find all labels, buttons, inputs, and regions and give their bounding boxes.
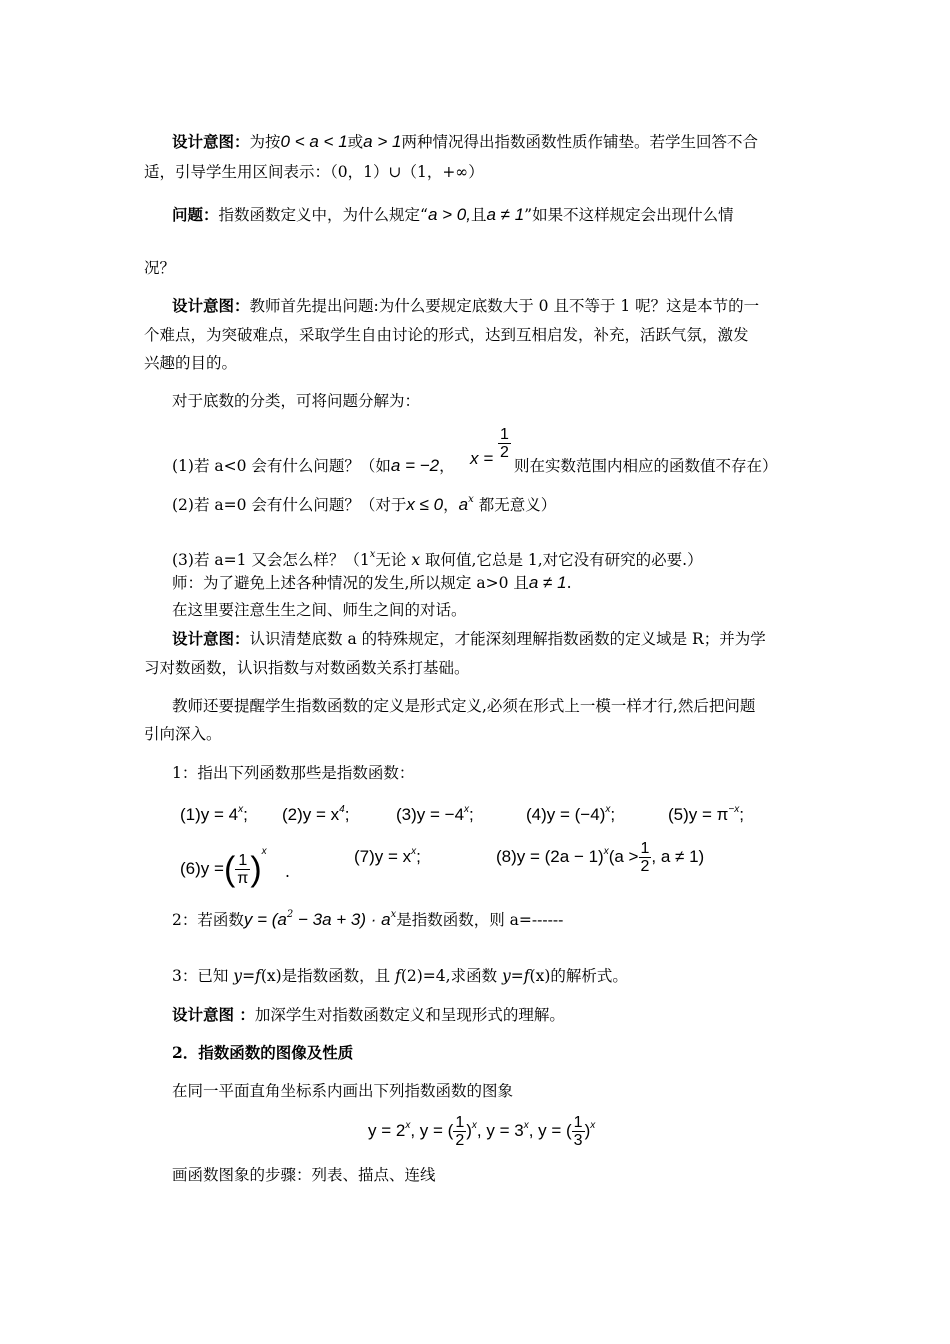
ex1-item-8: $(8)y = (2a - 1)^x(a$ > $\frac{1}{2}$ , a ≠ 1) — [496, 840, 705, 876]
functions-equation: $y = 2^x$, y = ( $\frac{1}{2}$ )$^x$, $y = 3^x$, y = ( $\frac{1}{3}$ )$^x$ — [368, 1114, 596, 1150]
case-2: (2)若 a=0 会有什么问题？（对于x ≤ 0，$a^x$ 都无意义） — [172, 494, 557, 514]
math-range-1: 0 < a < 1 — [280, 132, 348, 151]
design-intent-label: 设计意图： — [172, 132, 250, 151]
ex1-item-7: $(7)y = x^x$; — [354, 846, 421, 866]
design-intent-2-line2: 个难点，为突破难点，采取学生自由讨论的形式，达到互相启发，补充，活跃气氛，激发 — [144, 326, 749, 344]
dialogue-note: 在这里要注意生生之间、师生之间的对话。 — [172, 601, 467, 619]
exercise-3: 3：已知 y=f(x)是指数函数，且 f(2)=4,求函数 y=f(x)的解析式。 — [172, 967, 628, 985]
ex1-item-4: $(4)y = (-4)^x$; — [526, 804, 616, 824]
design-intent-2-line3: 兴趣的目的。 — [144, 354, 238, 372]
case-1-post: 则在实数范围内相应的函数值不存在） — [514, 457, 778, 475]
ex1-item-2: $(2)y = x^4$; — [282, 804, 350, 824]
math-range-2: a > 1 — [363, 132, 402, 151]
design-intent-3-line2: 习对数函数，认识指数与对数函数关系打基础。 — [144, 659, 470, 677]
case-1: (1)若 a<0 会有什么问题？（如a = −2， — [172, 456, 455, 475]
question-label: 问题： — [172, 205, 219, 224]
design-intent-1-line2: 适，引导学生用区间表示：（0，1）∪（1，+∞） — [144, 163, 484, 181]
ex1-item-5: $(5)y = \pi^{-x}$; — [668, 804, 744, 824]
teacher-remind-line2: 引向深入。 — [144, 725, 222, 743]
design-intent-2-line1: 设计意图：教师首先提出问题:为什么要规定底数大于 0 且不等于 1 呢？这是本节的一 — [172, 296, 760, 315]
design-intent-3-line1: 设计意图：认识清楚底数 a 的特殊规定，才能深刻理解指数函数的定义域是 R；并为学 — [172, 629, 766, 648]
classification-intro: 对于底数的分类，可将问题分解为： — [172, 392, 421, 410]
plot-instruction: 在同一平面直角坐标系内画出下列指数函数的图象 — [172, 1082, 514, 1100]
case-1-fraction: x = — [470, 449, 494, 468]
ex1-item-3: $(3)y = -4^x$; — [396, 804, 474, 824]
question-line2: 况？ — [144, 259, 176, 277]
case-3: (3)若 a=1 又会怎么样？（1$^x$无论 x 取何值,它总是 1,对它没有研究的必要.） — [172, 549, 703, 569]
plot-steps: 画函数图象的步骤：列表、描点、连线 — [172, 1166, 436, 1184]
ex1-item-6: (6)y =( $\frac{1}{\pi}$ )$^x$ — [180, 846, 267, 889]
case-1-frac: $\frac{1}{2}$ — [500, 426, 509, 461]
teacher-remind-line1: 教师还要提醒学生指数函数的定义是形式定义,必须在形式上一模一样才行,然后把问题 — [172, 697, 756, 715]
exercise-1-title: 1：指出下列函数那些是指数函数： — [172, 764, 415, 782]
question-line1: 问题：指数函数定义中，为什么规定“a > 0,且a ≠ 1”如果不这样规定会出现什么情 — [172, 205, 734, 224]
ex1-item-6-dot: . — [285, 863, 290, 881]
teacher-note: 师：为了避免上述各种情况的发生,所以规定 a>0 且a ≠ 1. — [172, 573, 572, 592]
exercise-2: 2：若函数$y = (a^2 - 3a + 3) \cdot a^x$是指数函数，则 a=------ — [172, 909, 564, 929]
section-2-heading: 2．指数函数的图像及性质 — [172, 1043, 354, 1062]
ex1-item-1: $(1)y = 4^x$; — [180, 804, 248, 824]
design-intent-1-line1: 设计意图：为按0 < a < 1或a > 1两种情况得出指数函数性质作铺垫。若学生回答不合 — [172, 132, 758, 151]
design-intent-4: 设计意图 ：加深学生对指数函数定义和呈现形式的理解。 — [172, 1005, 565, 1024]
